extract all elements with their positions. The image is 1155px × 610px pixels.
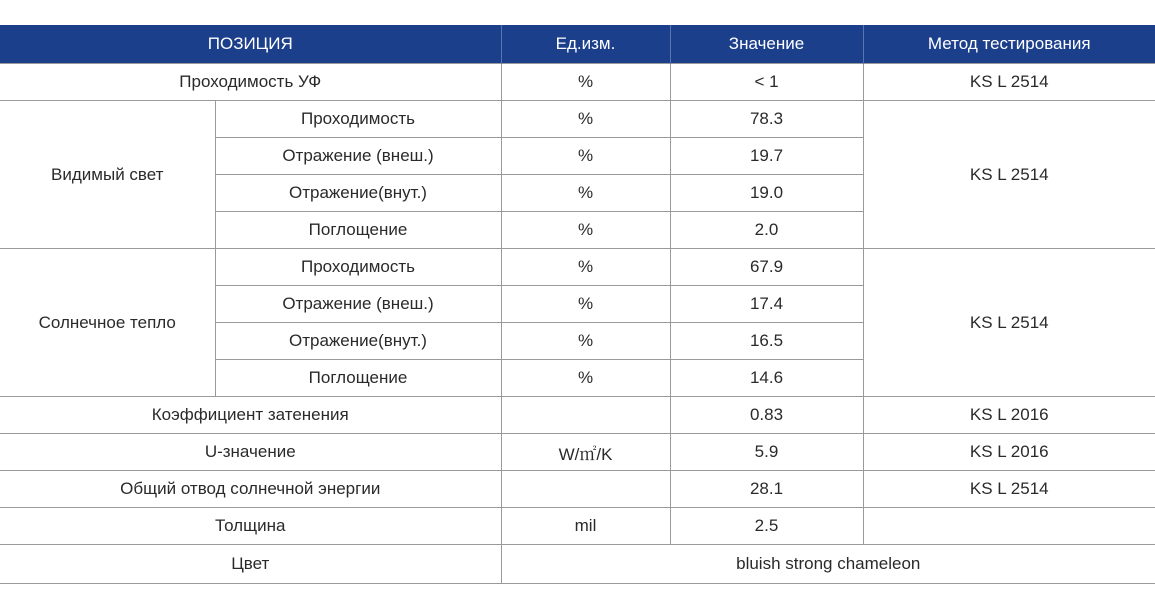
row-tser-method: KS L 2514 — [863, 471, 1155, 508]
row-u-value-method: KS L 2016 — [863, 434, 1155, 471]
row-u-value-name: U-значение — [0, 434, 501, 471]
solar-item-name: Поглощение — [215, 360, 501, 397]
table-row — [0, 64, 1155, 101]
row-color-name: Цвет — [0, 545, 501, 584]
row-uv-unit: % — [501, 64, 670, 101]
header-unit: Ед.изм. — [501, 25, 670, 64]
row-thickness-name: Толщина — [0, 508, 501, 545]
table-row — [0, 101, 1155, 138]
row-color-value: bluish strong chameleon — [501, 545, 1155, 584]
solar-item-name: Отражение (внеш.) — [215, 286, 501, 323]
solar-item-value: 67.9 — [670, 249, 863, 286]
solar-item-unit: % — [501, 360, 670, 397]
solar-item-name: Проходимость — [215, 249, 501, 286]
solar-item-unit: % — [501, 323, 670, 360]
solar-item-value: 14.6 — [670, 360, 863, 397]
solar-method: KS L 2514 — [863, 249, 1155, 397]
visible-item-unit: % — [501, 175, 670, 212]
table-row — [0, 249, 1155, 286]
visible-item-unit: % — [501, 101, 670, 138]
visible-item-value: 78.3 — [670, 101, 863, 138]
row-uv-name: Проходимость УФ — [0, 64, 501, 101]
visible-item-value: 2.0 — [670, 212, 863, 249]
solar-item-name: Отражение(внут.) — [215, 323, 501, 360]
row-tser-name: Общий отвод солнечной энергии — [0, 471, 501, 508]
header-row — [0, 25, 1155, 64]
group-visible-light: Видимый свет — [0, 101, 215, 249]
row-shading-value: 0.83 — [670, 397, 863, 434]
row-u-value-value: 5.9 — [670, 434, 863, 471]
visible-item-value: 19.0 — [670, 175, 863, 212]
row-tser-value: 28.1 — [670, 471, 863, 508]
row-shading-method: KS L 2016 — [863, 397, 1155, 434]
header-method: Метод тестирования — [863, 25, 1155, 64]
table-row — [0, 545, 1155, 584]
row-thickness-unit: mil — [501, 508, 670, 545]
solar-item-value: 17.4 — [670, 286, 863, 323]
visible-method: KS L 2514 — [863, 101, 1155, 249]
row-shading-name: Коэффициент затенения — [0, 397, 501, 434]
row-thickness-method — [863, 508, 1155, 545]
table-row — [0, 397, 1155, 434]
table-row — [0, 508, 1155, 545]
visible-item-unit: % — [501, 138, 670, 175]
row-thickness-value: 2.5 — [670, 508, 863, 545]
row-tser-unit — [501, 471, 670, 508]
visible-item-name: Отражение(внут.) — [215, 175, 501, 212]
visible-item-unit: % — [501, 212, 670, 249]
visible-item-name: Проходимость — [215, 101, 501, 138]
visible-item-value: 19.7 — [670, 138, 863, 175]
table-row — [0, 471, 1155, 508]
header-value: Значение — [670, 25, 863, 64]
row-shading-unit — [501, 397, 670, 434]
row-uv-value: < 1 — [670, 64, 863, 101]
solar-item-unit: % — [501, 286, 670, 323]
row-uv-method: KS L 2514 — [863, 64, 1155, 101]
row-u-value-unit: W/㎡/K — [501, 434, 670, 471]
group-solar-heat: Солнечное тепло — [0, 249, 215, 397]
solar-item-value: 16.5 — [670, 323, 863, 360]
table-row — [0, 434, 1155, 471]
header-position: ПОЗИЦИЯ — [0, 25, 501, 64]
solar-item-unit: % — [501, 249, 670, 286]
visible-item-name: Отражение (внеш.) — [215, 138, 501, 175]
visible-item-name: Поглощение — [215, 212, 501, 249]
specification-table — [0, 25, 1155, 584]
